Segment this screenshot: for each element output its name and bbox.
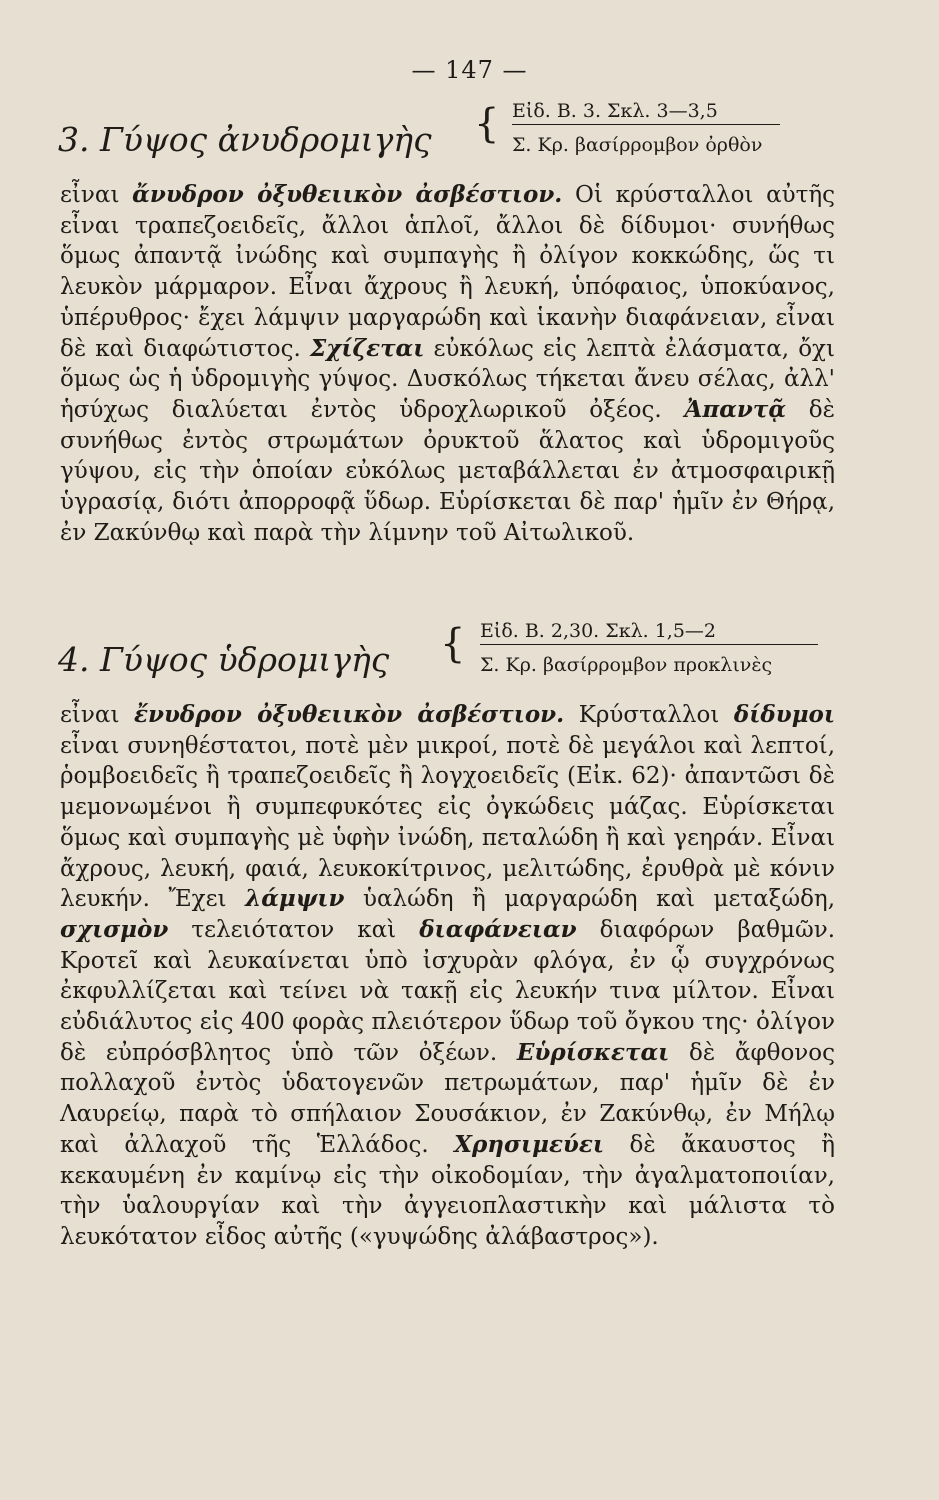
section-4-text: διαφόρων βαθμῶν. Κροτεῖ καὶ λευκαίνεται ὑπὸ ἰσχυρὰν φλόγα, ἐν ᾧ συγχρόνως ἐκφυλλίζεται καὶ τείνει νὰ τακῇ εἰς λευκήν τινα μίλτον. Εἶναι εὐδιάλυτος εἰς 400 φορὰς πλειότερον ὕδωρ τοῦ ὄγκου της· ὀλίγον δὲ εὐπρόσβλητος ὑπὸ τῶν ὀξέων. (60, 916, 836, 1066)
section-3-meta-line2: Σ. Κρ. βασίρρομβον ὀρθὸν (512, 134, 763, 156)
brace-icon: { (440, 621, 466, 667)
section-4-text: εἶναι (60, 702, 120, 728)
section-4-meta-line1: Εἰδ. Β. 2,30. Σκλ. 1,5—2 (480, 620, 818, 645)
section-4-emphasis: δίδυμοι (733, 701, 835, 728)
section-3-title: 3. Γύψος ἀνυδρομιγὴς (58, 120, 432, 159)
section-3-text: εὐκόλως εἰς λεπτὰ ἐλάσματα, ὄχι ὅμως ὡς ἡ ὑδρομιγὴς γύψος. Δυσκόλως τήκεται ἄνευ σέλας, ἀλλ' ἡσύχως διαλύεται ἐντὸς ὑδροχλωρικοῦ ὀξέος. (60, 335, 836, 423)
section-4-text: Κρύσταλλοι (564, 702, 720, 728)
section-4-emphasis: Εὑρίσκεται (516, 1038, 670, 1066)
section-4-meta-line2: Σ. Κρ. βασίρρομβον προκλινὲς (480, 654, 773, 676)
section-4-text: δὲ ἄκαυστος ἢ κεκαυμένη ἐν καμίνῳ εἰς τὴν οἰκοδομίαν, τὴν ἀγαλματοποιίαν, τὴν ὑαλουργίαν καὶ τὴν ἀγγειοπλαστικὴν καὶ μάλιστα τὸ λευκότατον εἶδος αὐτῆς («γυψώδης ἀλάβαστρος»). (60, 1131, 835, 1250)
section-3-body (60, 180, 835, 548)
section-4-emphasis: λάμψιν (245, 885, 345, 913)
section-3-text: εἶναι (60, 182, 120, 208)
section-3-text: Οἱ κρύσταλλοι αὐτῆς εἶναι τραπεζοειδεῖς, ἄλλοι ἁπλοῖ, ἄλλοι δὲ δίδυμοι· συνήθως ὅμως ἀπαντᾷ ἰνώδης καὶ συμπαγὴς ἢ ὀλίγον κοκκώδης, ὥς τι λευκὸν μάρμαρον. Εἶναι ἄχρους ἢ λευκή, ὑπόφαιος, ὑποκύανος, ὑπέρυθρος· ἔχει λάμψιν μαργαρώδη καὶ ἱκανὴν διαφάνειαν, εἶναι δὲ καὶ διαφώτιστος. (60, 182, 836, 362)
page-number: — 147 — (411, 56, 528, 84)
section-4-text: εἶναι συνηθέστατοι, ποτὲ μὲν μικροί, ποτὲ δὲ μεγάλοι καὶ λεπτοί, ῥομβοειδεῖς ἢ τραπεζοειδεῖς ἢ λογχοειδεῖς (Εἰκ. 62)· ἀπαντῶσι δὲ μεμονωμένοι ἢ συμπεφυκότες εἰς ὀγκώδεις μάζας. Εὑρίσκεται ὅμως καὶ συμπαγὴς μὲ ὑφὴν ἰνώδη, πεταλώδη ἢ καὶ γεηράν. Εἶναι ἄχρους, λευκή, φαιά, λευκοκίτρινος, μελιτώδης, ἐρυθρὰ μὲ κόνιν λευκήν. Ἔχει (60, 732, 835, 913)
section-4-text: τελειότατον καὶ (168, 916, 397, 943)
section-3-emphasis: Σχίζεται (309, 334, 425, 362)
section-4-emphasis: Χρησιμεύει (454, 1130, 604, 1158)
section-3-emphasis: Ἀπαντᾷ (684, 395, 787, 423)
section-4-emphasis: σχισμὸν (60, 915, 169, 943)
section-4-emphasis: ἔνυδρον ὀξυθειικὸν ἀσβέστιον. (134, 701, 565, 728)
section-3-emphasis: ἄνυδρον ὀξυθειικὸν ἀσβέστιον. (132, 181, 563, 208)
section-3-paragraph (60, 180, 835, 548)
section-3-text: δὲ συνήθως ἐντὸς στρωμάτων ὀρυκτοῦ ἅλατος καὶ ὑδρομιγοῦς γύψου, εἰς τὴν ὁποίαν εὐκόλως μεταβάλλεται ἐν ἀτμοσφαιρικῇ ὑγρασίᾳ, διότι ἀπορροφᾷ ὕδωρ. Εὑρίσκεται δὲ παρ' ἡμῖν ἐν Θήρᾳ, ἐν Ζακύνθῳ καὶ παρὰ τὴν λίμνην τοῦ Αἰτωλικοῦ. (60, 396, 835, 546)
section-4-title: 4. Γύψος ὑδρομιγὴς (58, 640, 390, 679)
brace-icon: { (474, 101, 500, 147)
section-4-text: δὲ ἄφθονος πολλαχοῦ ἐντὸς ὑδατογενῶν πετρωμάτων, παρ' ἡμῖν δὲ ἐν Λαυρείῳ, παρὰ τὸ σπήλαιον Σουσάκιον, ἐν Ζακύνθῳ, ἐν Μήλῳ καὶ ἀλλαχοῦ τῆς Ἑλλάδος. (60, 1039, 835, 1158)
section-4-text: ὑαλώδη ἢ μαργαρώδη καὶ μεταξώδη, (344, 886, 836, 913)
section-4-paragraph (60, 700, 835, 1253)
section-3-meta-line1: Εἰδ. Β. 3. Σκλ. 3—3,5 (512, 100, 780, 125)
section-4-body (60, 700, 835, 1253)
section-4-emphasis: διαφάνειαν (419, 915, 577, 943)
